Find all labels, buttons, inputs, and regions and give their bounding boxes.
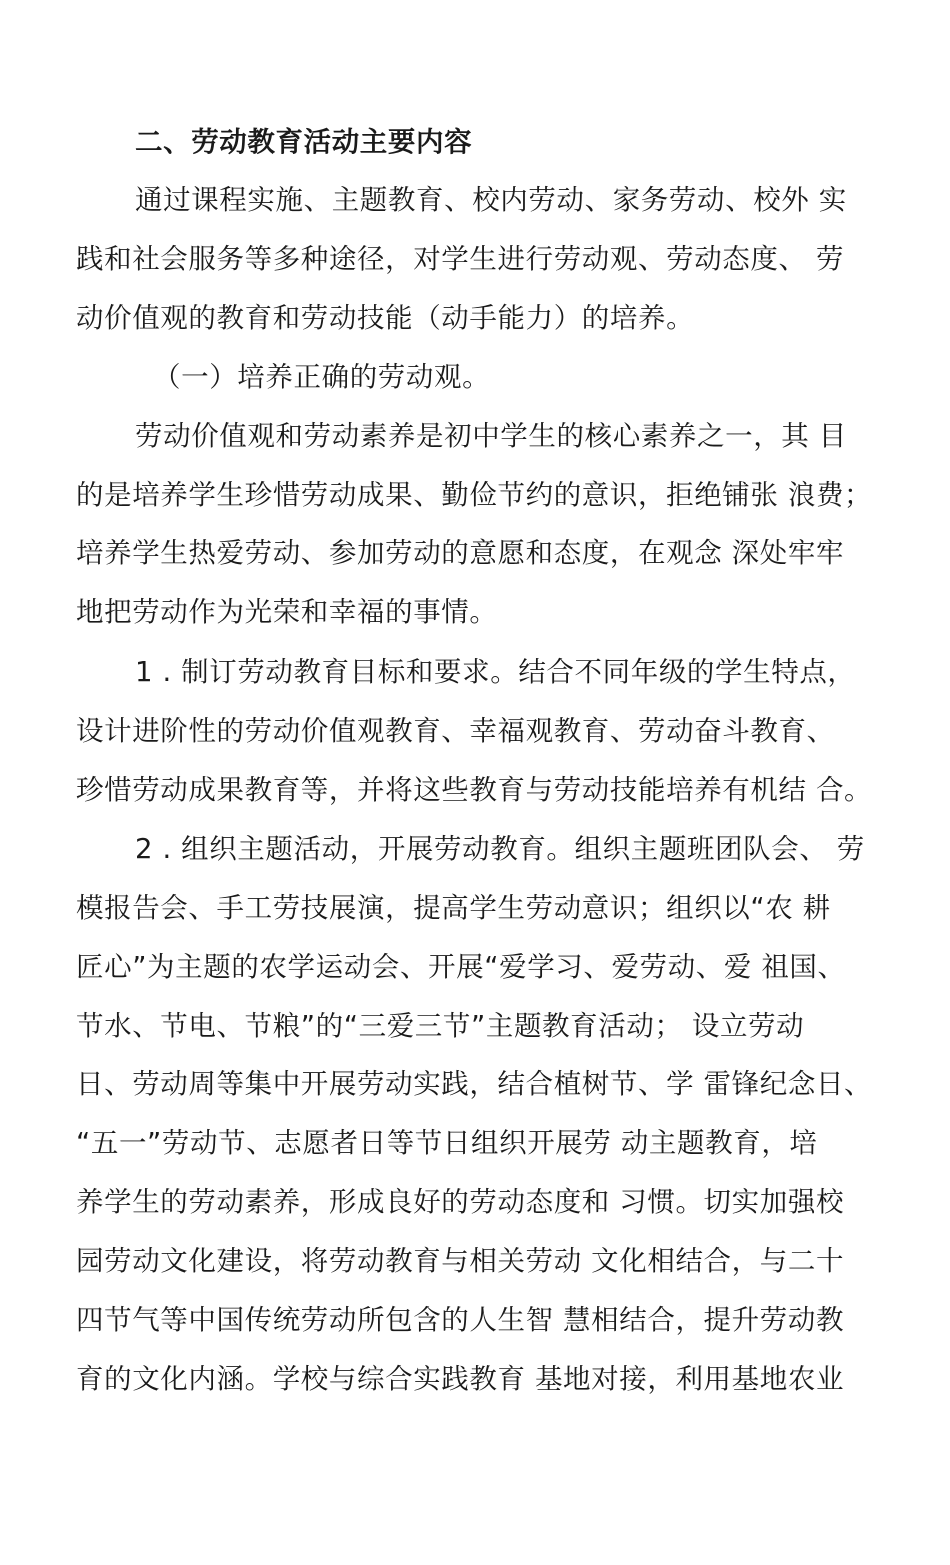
paragraph-line: 劳动价值观和劳动素养是初中学生的核心素养之一，其 目 [135, 420, 847, 452]
list-item-line: 2 . 组织主题活动，开展劳动教育。组织主题班团队会、 劳 [135, 833, 865, 865]
paragraph-line: 培养学生热爱劳动、参加劳动的意愿和态度，在观念 深处牢牢 [76, 537, 845, 569]
list-item-line: 匠心”为主题的农学运动会、开展“爱学习、爱劳动、爱 祖国、 [76, 951, 846, 983]
paragraph-line: 地把劳动作为光荣和幸福的事情。 [76, 596, 498, 628]
intro-line: 通过课程实施、主题教育、校内劳动、家务劳动、校外 实 [135, 184, 847, 216]
list-item-line: 育的文化内涵。学校与综合实践教育 基地对接，利用基地农业 [76, 1363, 845, 1395]
list-item-line: 设计进阶性的劳动价值观教育、幸福观教育、劳动奋斗教育、 [76, 715, 835, 747]
list-item-line: 节水、节电、节粮”的“三爱三节”主题教育活动； 设立劳动 [76, 1010, 805, 1042]
list-item-line: 日、劳动周等集中开展劳动实践，结合植树节、学 雷锋纪念日、 [76, 1068, 873, 1100]
list-item-line: 1 . 制订劳动教育目标和要求。结合不同年级的学生特点， [135, 656, 856, 688]
list-item-line: 模报告会、手工劳技展演，提高学生劳动意识；组织以“农 耕 [76, 892, 831, 924]
intro-line: 践和社会服务等多种途径，对学生进行劳动观、劳动态度、 劳 [76, 243, 845, 275]
list-item-line: 养学生的劳动素养，形成良好的劳动态度和 习惯。切实加强校 [76, 1186, 845, 1218]
subheading: （一）培养正确的劳动观。 [153, 361, 491, 393]
list-item-line: 园劳动文化建设，将劳动教育与相关劳动 文化相结合，与二十 [76, 1245, 845, 1277]
list-item-line: 珍惜劳动成果教育等，并将这些教育与劳动技能培养有机结 合。 [76, 774, 873, 806]
section-heading: 二、劳动教育活动主要内容 [135, 126, 473, 158]
list-item-line: 四节气等中国传统劳动所包含的人生智 慧相结合，提升劳动教 [76, 1304, 845, 1336]
list-item-line: “五一”劳动节、志愿者日等节日组织开展劳 动主题教育，培 [76, 1127, 818, 1159]
paragraph-line: 的是培养学生珍惜劳动成果、勤俭节约的意识，拒绝铺张 浪费； [76, 479, 873, 511]
intro-line: 动价值观的教育和劳动技能（动手能力）的培养。 [76, 302, 695, 334]
